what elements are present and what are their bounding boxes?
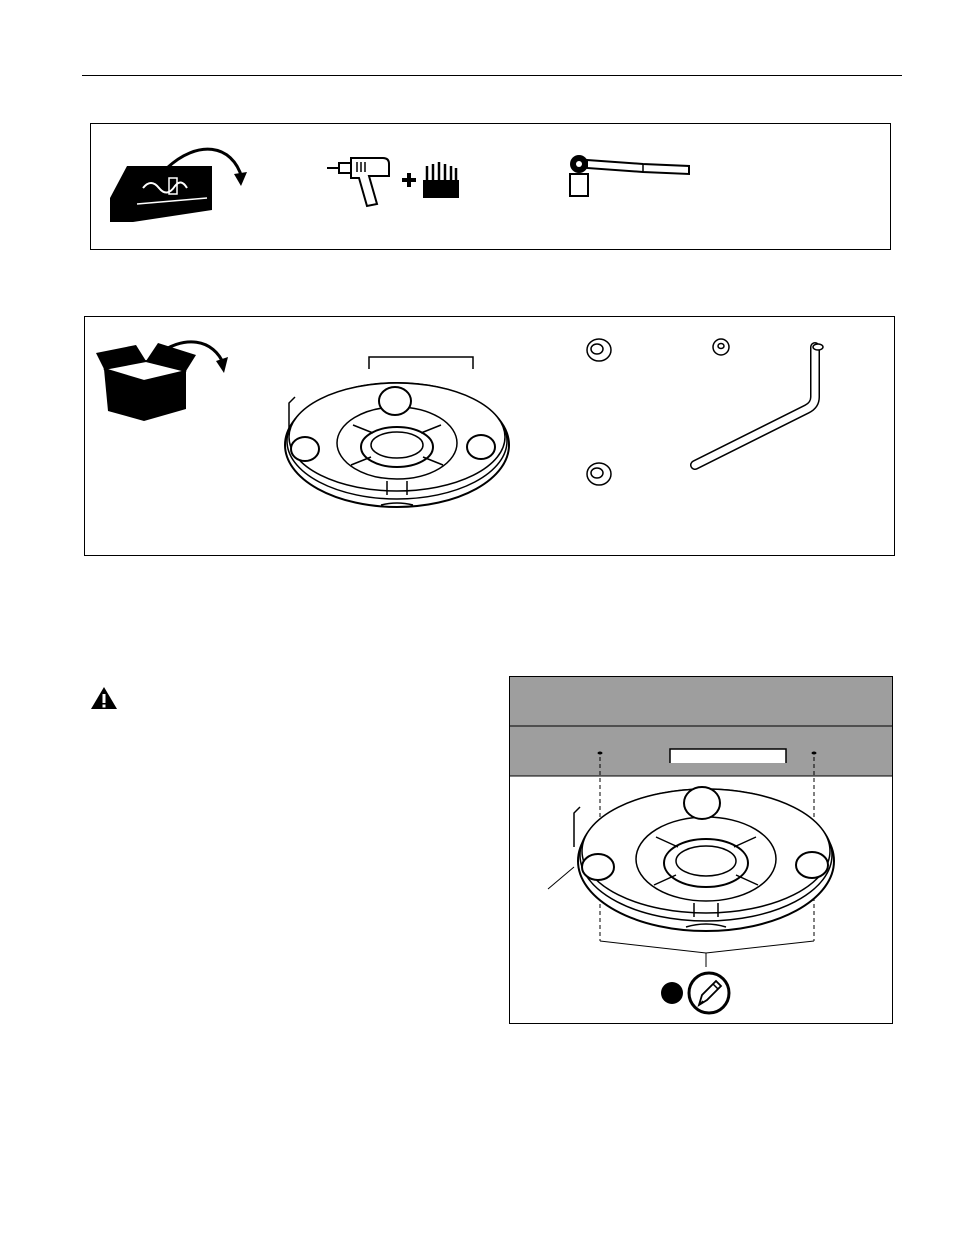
ceiling-mount-diagram: [510, 677, 893, 1024]
open-box-icon: [94, 331, 229, 423]
step-marker-icon: [661, 982, 683, 1004]
hardware-parts-panel: [84, 316, 895, 556]
hole-mark-right: [812, 752, 817, 755]
warning-triangle-icon: [90, 686, 118, 710]
nut-icon: [585, 337, 613, 363]
nut-icon: [585, 461, 613, 487]
drill-bits-icon: [423, 162, 459, 198]
allen-wrench-icon: [687, 341, 833, 471]
header-rule: [82, 75, 902, 76]
tools-required-panel: [90, 123, 891, 250]
toolbox-icon: [107, 138, 247, 230]
installation-figure: [509, 676, 893, 1024]
ceiling-plate-icon: [283, 355, 513, 511]
hole-mark-left: [598, 752, 603, 755]
pencil-icon: [689, 973, 729, 1013]
plus-icon: [402, 173, 416, 187]
socket-wrench-icon: [567, 154, 692, 199]
